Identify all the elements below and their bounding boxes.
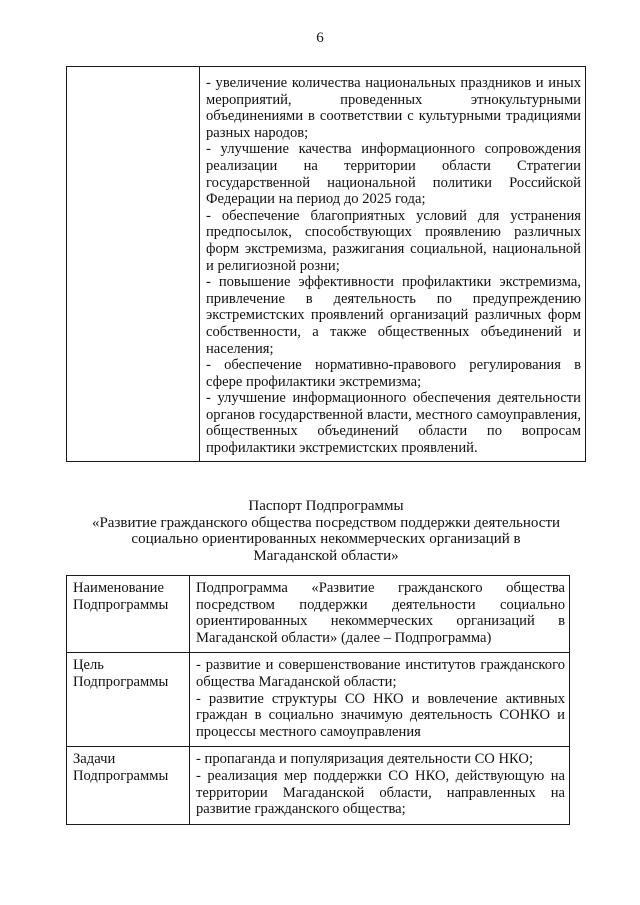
- outcome-item: - обеспечение благоприятных условий для устранения предпосылок, способствующих проявлению различных форм экстремизма, разжигания социальной, национальной и религиозной розни;: [206, 207, 581, 274]
- outcome-item: - улучшение информационного обеспечения деятельности органов государственной власти, местного самоуправления, общественных объединений области по вопросам профилактики экстремистских проявлений.: [206, 390, 581, 457]
- page-number: 6: [316, 30, 324, 46]
- passport-subtitle-line: «Развитие гражданского общества посредством поддержки деятельности: [91, 514, 561, 531]
- row-value: [190, 576, 570, 653]
- continuation-table: [66, 66, 586, 462]
- row-value-item: - развитие и совершенствование институтов гражданского общества Магаданской области;: [196, 657, 565, 690]
- row-label: Задачи Подпрограммы: [67, 747, 190, 824]
- outcome-item: - повышение эффективности профилактики экстремизма, привлечение в деятельность по предупреждению экстремистских проявлений организаций различных форм собственности, а также общественных объединений и населения;: [206, 274, 581, 357]
- table-row: [67, 653, 570, 747]
- row-value-item: Подпрограмма «Развитие гражданского общества посредством поддержки деятельности социально ориентированных некоммерческих организаций в Магаданской области» (далее – Подпрограмма): [196, 580, 565, 646]
- row-value-item: - реализация мер поддержки СО НКО, действующую на территории Магаданской области, направленных на развитие гражданского общества;: [196, 767, 565, 818]
- continuation-label-cell: [67, 67, 200, 462]
- passport-heading: [66, 498, 586, 564]
- row-label: Наименование Подпрограммы: [67, 576, 190, 653]
- row-value-item: - развитие структуры СО НКО и вовлечение активных граждан в социально значимую деятельность СОНКО и процессы местного самоуправления: [196, 690, 565, 740]
- outcome-item: - увеличение количества национальных праздников и иных мероприятий, проведенных этнокультурными объединениями в соответствии с культурными традициями разных народов;: [206, 75, 581, 141]
- passport-table: [66, 575, 570, 825]
- row-value-item: - пропаганда и популяризация деятельности СО НКО;: [196, 751, 533, 768]
- row-label: Цель Подпрограммы: [67, 653, 190, 747]
- row-value: [190, 747, 570, 824]
- table-row: [67, 576, 570, 653]
- outcome-item: - улучшение качества информационного сопровождения реализации на территории области Стратегии государственной национальной политики Российской Федерации на период до 2025 года;: [206, 141, 581, 208]
- outcome-item: - обеспечение нормативно-правового регулирования в сфере профилактики экстремизма;: [206, 357, 581, 390]
- table-row: [67, 747, 570, 824]
- row-value: [190, 653, 570, 747]
- continuation-content-cell: [200, 67, 586, 462]
- passport-subtitle-line: социально ориентированных некоммерческих организаций в: [131, 531, 521, 547]
- passport-title: Паспорт Подпрограммы: [248, 498, 404, 514]
- passport-subtitle-line: Магаданской области»: [253, 547, 399, 564]
